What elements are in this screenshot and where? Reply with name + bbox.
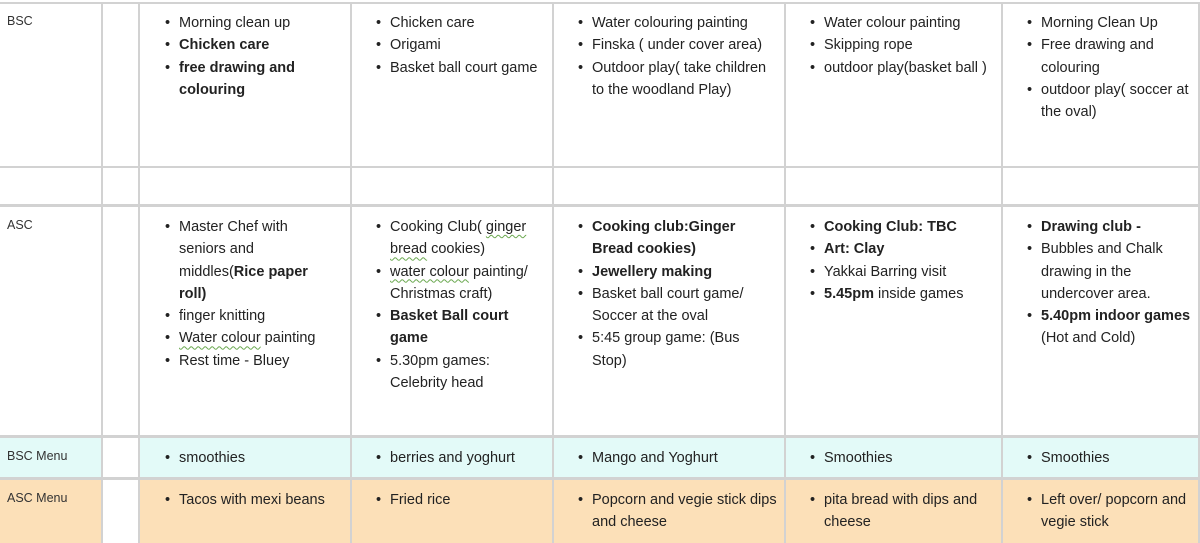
item-text: Skipping rope: [824, 37, 913, 54]
item-text: Left over/ popcorn and vegie stick: [1041, 492, 1187, 531]
spacer-col-asc-menu: [103, 480, 138, 543]
list-item: [165, 350, 335, 372]
item-text: Basket Ball court game: [390, 308, 509, 347]
grid-h4: [0, 477, 1200, 480]
list-item: [165, 305, 335, 327]
item-text: Cooking Club: TBC: [824, 219, 957, 235]
bullet-list: [1027, 12, 1192, 123]
item-text: 5.30pm games: Celebrity head: [390, 352, 490, 392]
item-text: Rest time - Bluey: [179, 352, 290, 369]
item-text: Popcorn and vegie stick dips and cheese: [592, 492, 777, 531]
asc-menu-cell-col2: [376, 489, 546, 511]
list-item: [1027, 447, 1192, 469]
list-item: [810, 216, 995, 238]
list-item: [810, 238, 995, 260]
list-item: [578, 489, 778, 534]
list-item: [810, 447, 995, 469]
bullet-list: [1027, 216, 1197, 350]
item-text: ginger bread: [390, 219, 527, 258]
list-item: [578, 216, 768, 261]
list-item: [376, 350, 544, 395]
list-item: [810, 12, 995, 34]
bsc-cell-col2: [376, 12, 541, 79]
item-text: Tacos with mexi beans: [179, 492, 325, 508]
list-item: [1027, 305, 1197, 350]
grid-v0: [101, 2, 103, 543]
item-text: Chicken care: [390, 15, 475, 31]
list-item: [376, 12, 541, 34]
list-item: [376, 447, 546, 469]
bsc-cell-col4: [810, 12, 995, 79]
item-text: inside games: [873, 285, 964, 302]
item-text: free drawing and colouring: [179, 59, 296, 98]
item-text: pita bread with dips and cheese: [824, 492, 978, 531]
list-item: [376, 489, 546, 511]
spacer-col-bsc-menu: [103, 437, 138, 478]
item-text: Smoothies: [1041, 450, 1110, 466]
grid-v3: [552, 2, 554, 543]
bullet-list: [165, 216, 335, 372]
list-item: [376, 305, 544, 350]
item-text: Water colour: [179, 330, 261, 347]
item-text: Rice paper roll): [179, 263, 308, 302]
list-item: [376, 261, 544, 306]
grid-h3: [0, 435, 1200, 438]
grid-v2: [350, 2, 352, 543]
item-text: berries and yoghurt: [390, 450, 515, 466]
list-item: [810, 57, 995, 79]
item-text: Free drawing and colouring: [1041, 37, 1154, 76]
bullet-list: [578, 489, 778, 534]
bsc-menu-cell-col5: [1027, 447, 1192, 469]
item-text: (Hot and Cold): [1041, 330, 1136, 347]
asc-cell-col4: [810, 216, 995, 305]
item-text: smoothies: [179, 450, 246, 466]
bullet-list: [165, 447, 345, 469]
item-text: Mango and Yoghurt: [592, 450, 718, 466]
item-text: Water colour painting: [824, 15, 961, 31]
item-text: Origami: [390, 37, 441, 54]
item-text: 5.45pm: [824, 285, 874, 302]
list-item: [165, 34, 335, 56]
asc-cell-col3: [578, 216, 768, 372]
bullet-list: [165, 489, 345, 511]
bullet-list: [376, 12, 541, 79]
item-text: Smoothies: [824, 450, 893, 466]
item-text: Cooking club:Ginger Bread cookies): [592, 219, 736, 258]
item-text: Drawing club -: [1041, 219, 1141, 235]
bullet-list: [810, 216, 995, 305]
item-text: painting: [260, 330, 316, 347]
item-text: water colour: [390, 263, 469, 280]
item-text: Yakkai Barring visit: [824, 263, 947, 280]
row-label-asc: ASC: [7, 218, 33, 232]
item-text: Fried rice: [390, 492, 451, 508]
asc-cell-col5: [1027, 216, 1197, 350]
bullet-list: [578, 216, 768, 372]
item-text: Finska ( under cover area): [592, 37, 763, 54]
item-text: painting/ Christmas craft): [390, 263, 528, 302]
list-item: [810, 261, 995, 283]
list-item: [165, 57, 335, 102]
list-item: [165, 327, 335, 349]
list-item: [376, 216, 544, 261]
list-item: [1027, 34, 1192, 79]
list-item: [165, 447, 345, 469]
item-text: outdoor play(basket ball ): [824, 59, 987, 76]
list-item: [578, 12, 778, 34]
bsc-cell-col3: [578, 12, 778, 101]
item-text: Morning Clean Up: [1041, 15, 1158, 31]
list-item: [376, 57, 541, 79]
list-item: [376, 34, 541, 56]
list-item: [578, 447, 778, 469]
item-text: Bubbles and Chalk drawing in the undercover area.: [1041, 241, 1163, 302]
asc-cell-col2: [376, 216, 544, 394]
item-text: 5:45 group game: (Bus Stop): [592, 330, 740, 369]
asc-menu-cell-col3: [578, 489, 778, 534]
bullet-list: [376, 216, 544, 394]
bullet-list: [810, 489, 995, 534]
list-item: [165, 12, 335, 34]
row-label-bsc-menu: BSC Menu: [7, 449, 68, 463]
item-text: Jewellery making: [592, 263, 713, 280]
bullet-list: [1027, 489, 1192, 534]
item-text: Basket ball court game/ Soccer at the oval: [592, 285, 744, 325]
bsc-menu-cell-col4: [810, 447, 995, 469]
grid-v5: [1001, 2, 1003, 543]
item-text: Basket ball court game: [390, 59, 538, 76]
bullet-list: [165, 12, 335, 101]
item-text: cookies): [427, 241, 486, 258]
list-item: [1027, 12, 1192, 34]
list-item: [578, 283, 768, 328]
grid-h1: [0, 166, 1200, 168]
item-text: 5.40pm indoor games: [1041, 308, 1191, 325]
bullet-list: [1027, 447, 1192, 469]
bullet-list: [376, 447, 546, 469]
item-text: Outdoor play( take children to the woodland Play): [592, 59, 767, 98]
item-text: finger knitting: [179, 308, 266, 325]
bullet-list: [810, 12, 995, 79]
bsc-menu-cell-col2: [376, 447, 546, 469]
bsc-cell-col1: [165, 12, 335, 101]
list-item: [1027, 489, 1192, 534]
grid-v1: [138, 2, 140, 543]
grid-h2: [0, 204, 1200, 207]
list-item: [810, 34, 995, 56]
list-item: [578, 327, 768, 372]
grid-v4: [784, 2, 786, 543]
list-item: [1027, 216, 1197, 238]
list-item: [810, 489, 995, 534]
asc-menu-cell-col4: [810, 489, 995, 534]
item-text: outdoor play( soccer at the oval): [1041, 81, 1189, 121]
list-item: [578, 34, 778, 56]
list-item: [578, 57, 778, 102]
bsc-cell-col5: [1027, 12, 1192, 123]
item-text: Morning clean up: [179, 15, 291, 31]
bullet-list: [376, 489, 546, 511]
bullet-list: [578, 12, 778, 101]
bullet-list: [810, 447, 995, 469]
bsc-menu-cell-col3: [578, 447, 778, 469]
list-item: [165, 216, 335, 305]
list-item: [1027, 79, 1192, 124]
item-text: Water colouring painting: [592, 15, 748, 31]
list-item: [1027, 238, 1197, 305]
item-text: Cooking Club(: [390, 219, 486, 235]
asc-menu-cell-col5: [1027, 489, 1192, 534]
bsc-menu-cell-col1: [165, 447, 345, 469]
list-item: [165, 489, 345, 511]
grid-top: [0, 2, 1200, 4]
list-item: [810, 283, 995, 305]
item-text: Master Chef with seniors and middles(: [179, 219, 288, 280]
asc-cell-col1: [165, 216, 335, 372]
row-label-asc-menu: ASC Menu: [7, 491, 68, 505]
list-item: [578, 261, 768, 283]
item-text: Art: Clay: [824, 241, 885, 258]
asc-menu-cell-col1: [165, 489, 345, 511]
bullet-list: [578, 447, 778, 469]
row-label-bsc: BSC: [7, 14, 33, 28]
item-text: Chicken care: [179, 37, 270, 54]
